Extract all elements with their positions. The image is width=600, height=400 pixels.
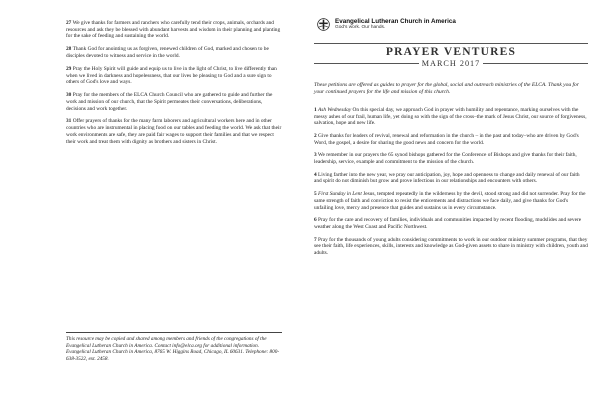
prayer-30: 30 Pray for the members of the ELCA Church Council who are gathered to guide and further the work and mission of our church, that the Spirit permeates their conversations, deliberations, decisions and work together. (66, 92, 273, 112)
elca-logo (314, 18, 588, 31)
prayer-29: 29 Pray the Holy Spirit will guide and equip us to live in the light of Christ, to live differently than when we lived in darkness and hopelessness, that our lives be pleasing to God and a sure sign to others of God's love and ways. (66, 65, 277, 86)
footer-divider (66, 332, 282, 333)
prayer-6: 6 Pray for the care and recovery of families, individuals and communities impacted by recent flooding, mudslides and severe weather along the West Coast and Pacific Northwest. (314, 217, 582, 230)
page-subtitle: MARCH 2017 (421, 59, 481, 68)
organization-name: Evangelical Lutheran Church in America (335, 18, 456, 25)
prayer-3: 3 We remember in our prayers the 65 synod bishops gathered for the Conference of Bishops and give thanks for their faith, leadership, service, example and commitment to the mission of the church. (314, 152, 577, 166)
prayer-7: 7 Pray for the thousands of young adults considering commitments to work in our outdoor ministry summer programs, that they see their faith, life experiences, skills, interests and knowledge as God-given assets to share in ministry with children, youth and adults. (314, 236, 588, 257)
prayer-2: 2 Give thanks for leaders of revival, renewal and reformation in the church – in the past and today–who are driven by God's Word, the gospel, a desire for sharing the good news and concern for the world. (314, 132, 579, 146)
copyright-footer: This resource may be copied and shared among members and friends of the congregations of the Evangelical Lutheran Church in America. Contact info@elca.org for additional information. Evangelical Lutheran Church in America, 8765 W. Higgins Road, Chicago, IL 60631. Telephone: 800-638-3522, ext. 2458. (66, 336, 280, 362)
title-top-rule (314, 43, 588, 44)
organization-tagline: God's work. Our hands. (335, 25, 386, 30)
right-page (300, 0, 600, 400)
page-title: PRAYER VENTURES (385, 46, 517, 58)
prayer-31: 31 Offer prayers of thanks for the many farm laborers and agricultural workers here and in other countries who are instrumental in placing food on our tables and feeding the world. We ask that their work environments are safe, they are paid fair wages to support their families and that we respect their work and treat them with dignity as brothers and sisters in Christ. (66, 118, 282, 145)
prayer-28: 28 Thank God for anointing us as forgiven, renewed children of God, marked and chosen to be disciples devoted to witness and service in the world. (66, 46, 269, 59)
prayer-5: 5 First Sunday in Lent Jesus, tempted repeatedly in the wilderness by the devil, stood strong and did not surrender. Pray for the same strength of faith and conviction to resist the enticements and distractions we face daily, and give thanks for God's unfailing love, mercy and presence that guides and sustains us in every circumstance. (314, 191, 586, 211)
subtitle-row (314, 59, 588, 68)
prayer-27: 27 We give thanks for farmers and ranchers who carefully tend their crops, animals, orchards and resources and ask they be blessed with abundant harvests and wisdom in their planning and planting for the sake of feeding and sustaining the world. (66, 20, 281, 40)
elca-cross-icon (317, 18, 330, 31)
subtitle-rule-right (483, 63, 588, 64)
prayer-1: 1 Ash Wednesday On this special day, we approach God in prayer with humility and repentance, marking ourselves with the messy ashes of our frail, human life, yet doing so with the sign of the cross–the mark of Jesus Christ, our source of forgiveness, salvation, hope and new life. (314, 106, 587, 127)
prayer-4: 4 Living farther into the new year, we pray our anticipation, joy, hope and openness to change and daily renewal of our faith and spirit do not diminish but grow and prove infectious in our relationships and encounters with others. (314, 171, 580, 185)
subtitle-rule-left (314, 63, 419, 64)
intro-text: These petitions are offered as guides to prayer for the global, social and outreach ministries of the ELCA. Thank you for your continued prayers for the life and mission of this church. (314, 82, 579, 95)
